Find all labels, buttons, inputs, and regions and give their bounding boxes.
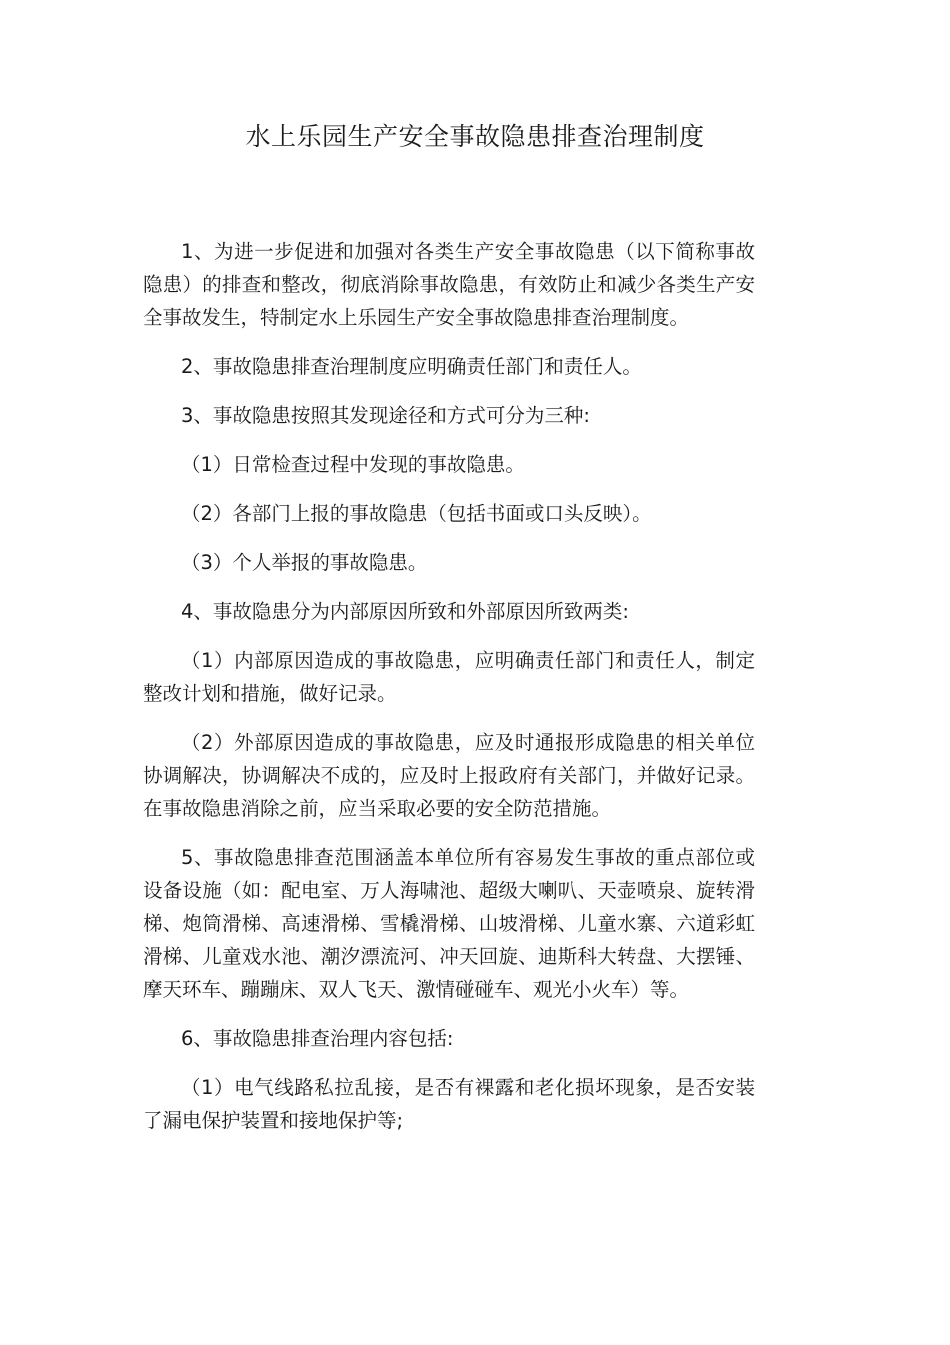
paragraph-3-item-2: （2）各部门上报的事故隐患（包括书面或口头反映）。	[181, 502, 652, 525]
paragraph-3: 3、事故隐患按照其发现途径和方式可分为三种:	[181, 404, 590, 427]
paragraph-6: 6、事故隐患排查治理内容包括:	[181, 1027, 454, 1050]
paragraph-4-item-2: （2）外部原因造成的事故隐患，应及时通报形成隐患的相关单位协调解决，协调解决不成的，应及时上报政府有关部门，并做好记录。在事故隐患消除之前，应当采取必要的安全防范措施。	[143, 731, 755, 820]
paragraph-3-item-1: （1）日常检查过程中发现的事故隐患。	[181, 453, 525, 476]
paragraph-4-item-1: （1）内部原因造成的事故隐患，应明确责任部门和责任人，制定整改计划和措施，做好记录。	[143, 649, 755, 705]
document-body	[143, 235, 755, 1153]
document-title: 水上乐园生产安全事故隐患排查治理制度	[245, 122, 705, 151]
paragraph-3-item-3: （3）个人举报的事故隐患。	[181, 551, 428, 574]
paragraph-5: 5、事故隐患排查范围涵盖本单位所有容易发生事故的重点部位或设备设施（如：配电室、万人海啸池、超级大喇叭、天壶喷泉、旋转滑梯、炮筒滑梯、高速滑梯、雪橇滑梯、山坡滑梯、儿童水寨、六道彩虹滑梯、儿童戏水池、潮汐漂流河、冲天回旋、迪斯科大转盘、大摆锤、摩天环车、蹦蹦床、双人飞天、激情碰碰车、观光小火车）等。	[143, 846, 755, 1001]
paragraph-1: 1、为进一步促进和加强对各类生产安全事故隐患（以下简称事故隐患）的排查和整改，彻底消除事故隐患，有效防止和减少各类生产安全事故发生，特制定水上乐园生产安全事故隐患排查治理制度。	[143, 240, 755, 329]
paragraph-4: 4、事故隐患分为内部原因所致和外部原因所致两类:	[181, 600, 629, 623]
paragraph-2: 2、事故隐患排查治理制度应明确责任部门和责任人。	[181, 355, 642, 378]
paragraph-6-item-1: （1）电气线路私拉乱接，是否有裸露和老化损坏现象，是否安装了漏电保护装置和接地保护等;	[143, 1076, 755, 1132]
